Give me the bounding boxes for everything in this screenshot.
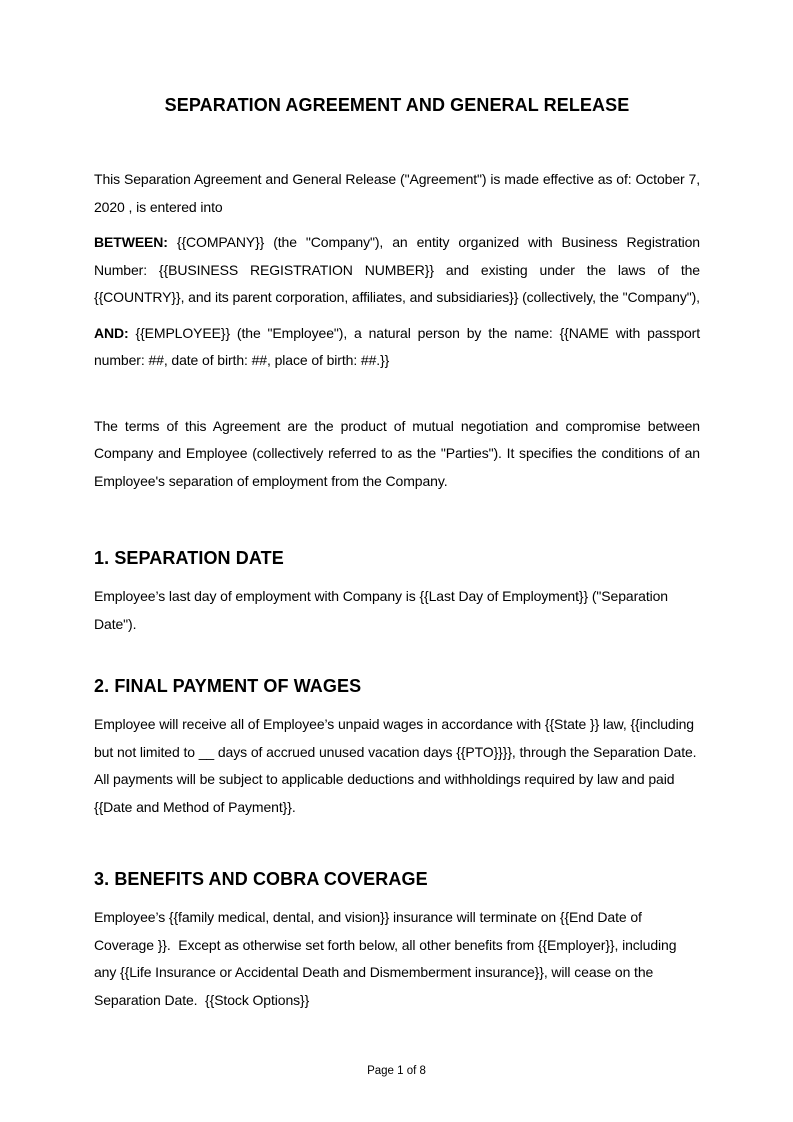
page-number: Page 1 of 8 bbox=[367, 1065, 426, 1077]
section-body: Employee’s {{family medical, dental, and vision}} insurance will terminate on {{End Date of Coverage }}. Except as otherwise set forth below, all other benefits from {{Employer}}, including any {{Life Insurance or Accidental Death and Dismemberment insurance}}, will cease on the Separation Date. {{Stock Options}} bbox=[94, 909, 681, 1008]
section-body: Employee’s last day of employment with Company is {{Last Day of Employment}} ("Separation Date"). bbox=[94, 588, 672, 632]
paragraph-and bbox=[94, 320, 704, 375]
section-separation-date bbox=[94, 547, 700, 638]
section-heading: 2. FINAL PAYMENT OF WAGES bbox=[94, 676, 362, 696]
section-heading: 1. SEPARATION DATE bbox=[94, 548, 284, 568]
paragraph-between bbox=[94, 229, 704, 312]
between-body: {{COMPANY}} (the "Company"), an entity organized with Business Registration Number: {{BUSINESS REGISTRATION NUMBER}} and existing under the laws of the {{COUNTRY}}, and its parent corporation, affiliates, and subsidiaries}} (collectively, the "Company"), bbox=[94, 234, 704, 305]
document-title: SEPARATION AGREEMENT AND GENERAL RELEASE bbox=[164, 95, 630, 115]
and-label: AND: bbox=[94, 324, 129, 341]
paragraph-effective-date: This Separation Agreement and General Release ("Agreement") is made effective as of: October 7, 2020 , is entered into bbox=[94, 171, 704, 215]
between-label: BETWEEN: bbox=[94, 234, 168, 250]
paragraph-terms: The terms of this Agreement are the product of mutual negotiation and compromise between Company and Employee (collectively referred to as the "Parties"). It specifies the conditions of an Employee's separation of employment from the Company. bbox=[94, 417, 704, 489]
section-final-payment-of-wages bbox=[94, 675, 704, 821]
section-benefits-and-cobra-coverage bbox=[94, 868, 700, 1014]
section-body: Employee will receive all of Employee’s unpaid wages in accordance with {{State }} law, {{including but not limited to __ days of accrued unused vacation days {{PTO}}}}, through the Separation Date. All payments will be subject to applicable deductions and withholdings required by law and paid {{Date and Method of Payment}}. bbox=[94, 716, 704, 815]
section-heading: 3. BENEFITS AND COBRA COVERAGE bbox=[94, 869, 428, 889]
and-body: {{EMPLOYEE}} (the "Employee"), a natural person by the name: {{NAME with passport number: ##, date of birth: ##, place of birth: ##.}} bbox=[94, 324, 704, 368]
